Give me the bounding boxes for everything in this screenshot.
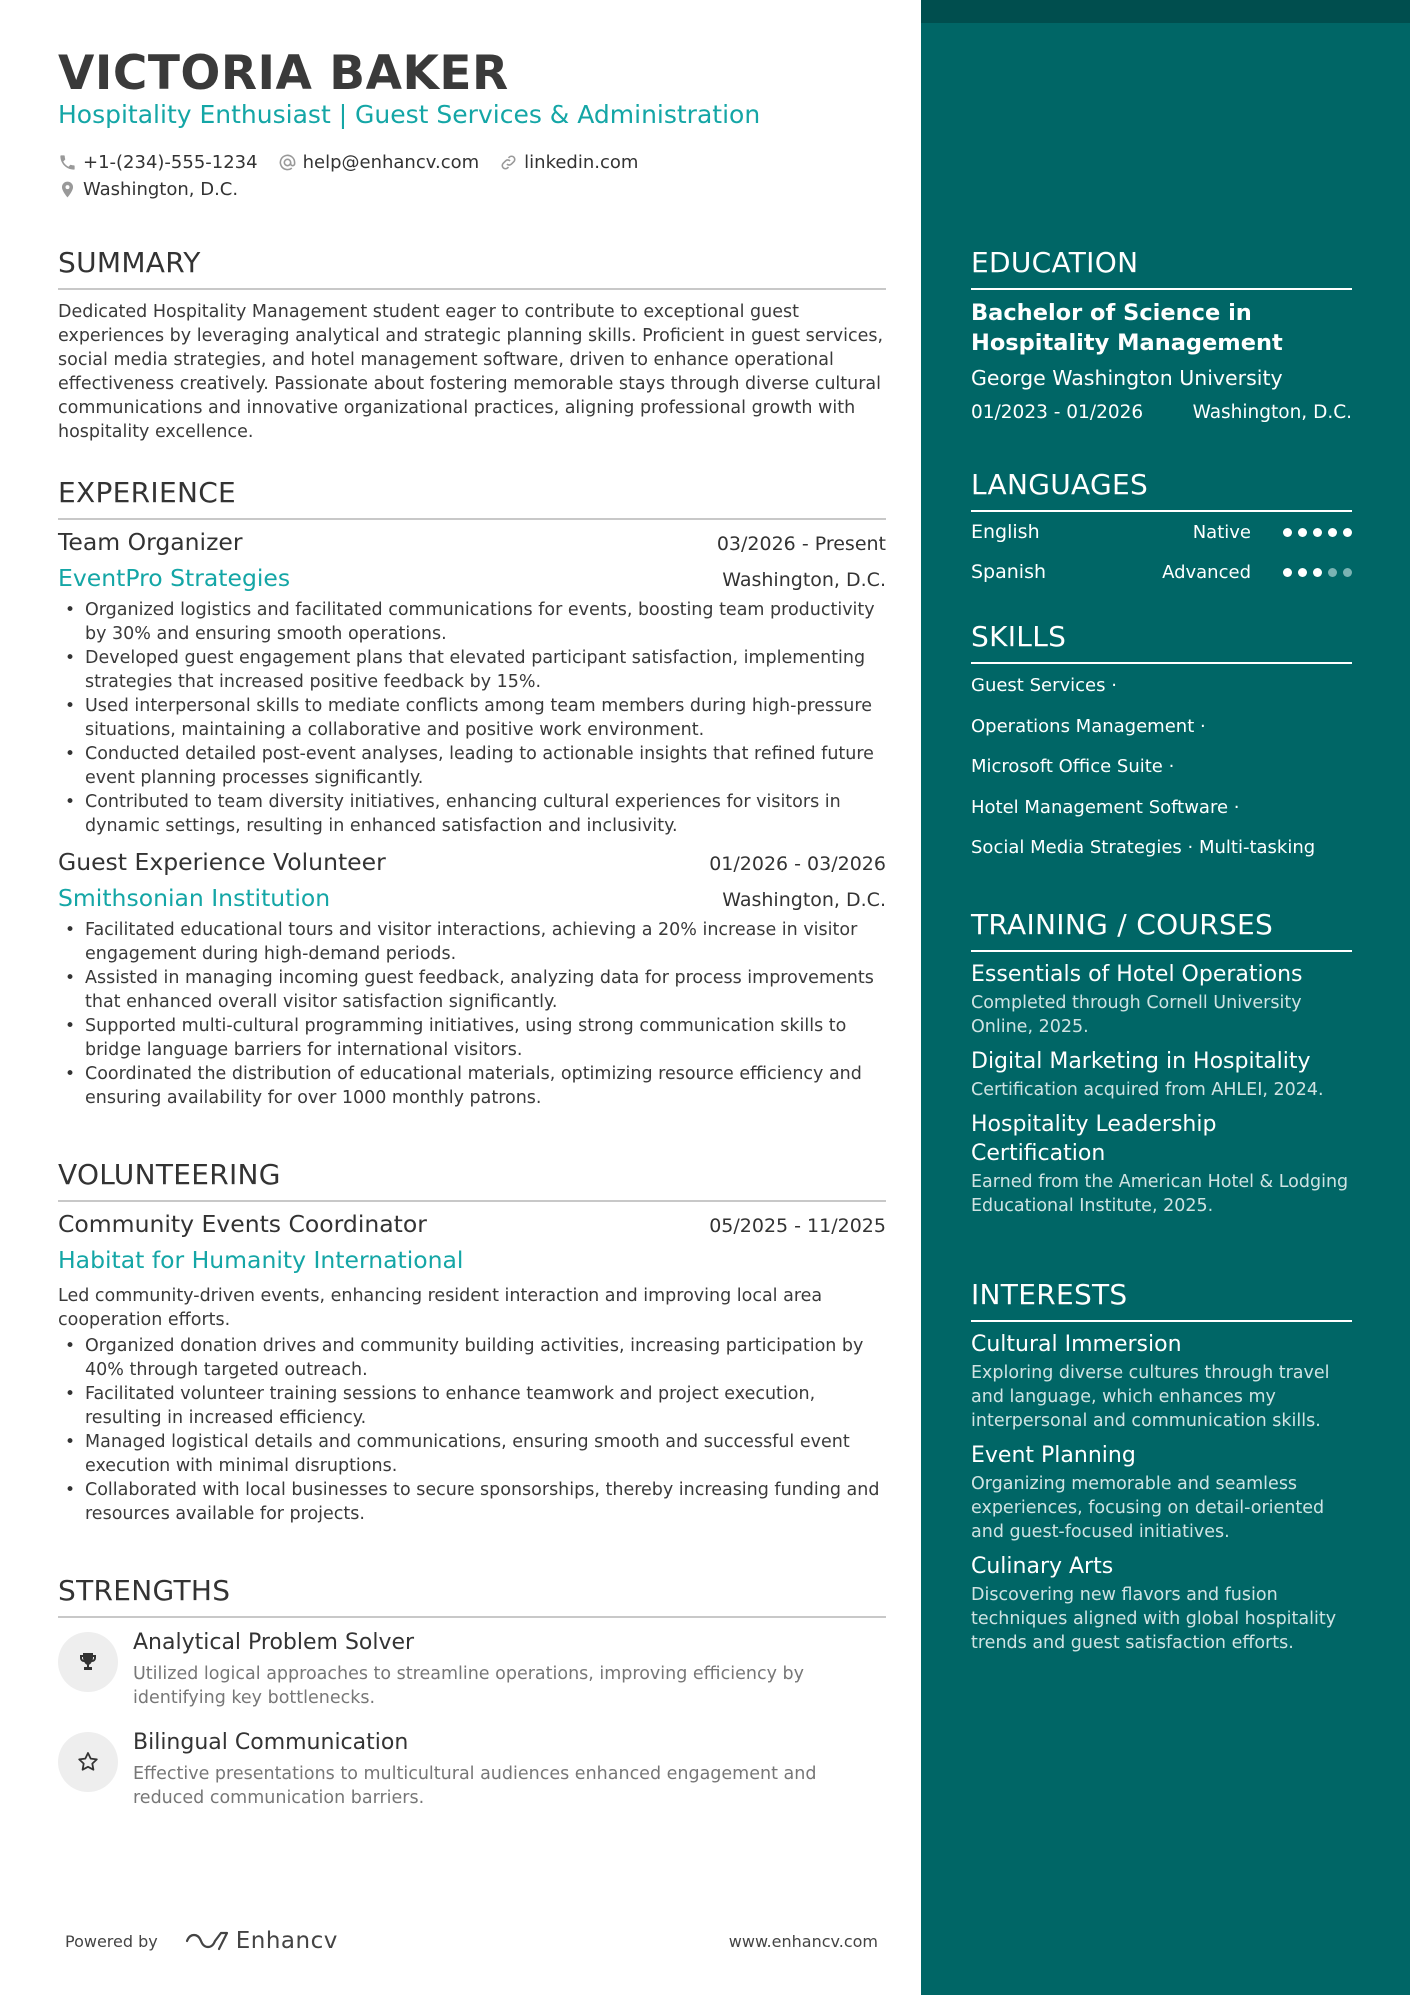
- job-date: 01/2026 - 03/2026: [709, 853, 886, 875]
- location: [58, 179, 238, 200]
- phone[interactable]: [58, 152, 258, 173]
- strength-desc: Effective presentations to multicultural audiences enhanced engagement and reduced communication barriers.: [133, 1764, 817, 1808]
- course-item: [971, 960, 1352, 1039]
- headline: Hospitality Enthusiast | Guest Services & Administration: [58, 100, 761, 129]
- summary-text: Dedicated Hospitality Management student eager to contribute to exceptional guest experiences by leveraging analytical and strategic planning skills. Proficient in guest services, social media strategies, and hotel management software, driven to enhance operational effectiveness creatively. Passionate about fostering memorable stays through diverse cultural communications and innovative organizational practices, aligning professional growth with hospitality excellence.: [58, 302, 884, 442]
- interest-title: Event Planning: [971, 1443, 1136, 1468]
- job-company: EventPro Strategies: [58, 564, 291, 592]
- language-level: Native: [1192, 521, 1251, 543]
- brand-logo[interactable]: [184, 1928, 338, 1954]
- linkedin-text: linkedin.com: [524, 152, 639, 173]
- skills-section: [971, 620, 1352, 869]
- email[interactable]: [278, 152, 480, 173]
- list-item: • Facilitated volunteer training sessions to enhance teamwork and project execution, resulting in increased efficiency.: [58, 1382, 886, 1430]
- strengths-section: [58, 1574, 886, 1810]
- email-text: help@enhancv.com: [302, 152, 480, 173]
- volunteer-role: Community Events Coordinator: [58, 1210, 427, 1238]
- language-row: [971, 512, 1352, 552]
- list-item: • Developed guest engagement plans that elevated participant satisfaction, implementing strategies that increased positive feedback by 15%.: [58, 646, 886, 694]
- interest-item: [971, 1552, 1352, 1655]
- interest-desc: Exploring diverse cultures through travel and language, which enhances my interpersonal and communication skills.: [971, 1363, 1330, 1431]
- skills-title: SKILLS: [971, 620, 1352, 664]
- interests-title: INTERESTS: [971, 1278, 1352, 1322]
- list-item: • Coordinated the distribution of educational materials, optimizing resource efficiency and ensuring availability for over 1000 monthly patrons.: [58, 1062, 886, 1110]
- job-bullets: [58, 598, 886, 838]
- linkedin[interactable]: [499, 152, 638, 173]
- course-desc: Earned from the American Hotel & Lodging Educational Institute, 2025.: [971, 1172, 1349, 1216]
- volunteering-title: VOLUNTEERING: [58, 1158, 886, 1202]
- interest-title: Cultural Immersion: [971, 1332, 1182, 1357]
- volunteer-date: 05/2025 - 11/2025: [709, 1215, 886, 1237]
- strength-title: Bilingual Communication: [133, 1730, 409, 1755]
- languages-section: [971, 468, 1352, 592]
- list-item: • Used interpersonal skills to mediate conflicts among team members during high-pressure situations, maintaining a collaborative and positive work environment.: [58, 694, 886, 742]
- summary-title: SUMMARY: [58, 246, 886, 290]
- phone-text: +1-(234)-555-1234: [83, 152, 258, 173]
- education-location: Washington, D.C.: [1192, 402, 1352, 423]
- list-item: • Conducted detailed post-event analyses, leading to actionable insights that refined future event planning processes significantly.: [58, 742, 886, 790]
- phone-icon: [58, 153, 77, 172]
- experience-section: [58, 476, 886, 1110]
- skill-item: Hotel Management Software ·: [971, 796, 1240, 818]
- list-item: • Organized logistics and facilitated communications for events, boosting team productivity by 30% and ensuring smooth operations.: [58, 598, 886, 646]
- volunteer-org: Habitat for Humanity International: [58, 1246, 464, 1274]
- language-rating: [1277, 528, 1352, 537]
- education-school: George Washington University: [971, 366, 1283, 390]
- strengths-title: STRENGTHS: [58, 1574, 886, 1618]
- strength-item: [58, 1728, 886, 1810]
- star-icon: [58, 1732, 118, 1792]
- interest-desc: Discovering new flavors and fusion techniques aligned with global hospitality trends and guest satisfaction efforts.: [971, 1585, 1337, 1653]
- list-item: • Facilitated educational tours and visitor interactions, achieving a 20% increase in visitor engagement during high-demand periods.: [58, 918, 886, 966]
- strength-desc: Utilized logical approaches to streamline operations, improving efficiency by identifying key bottlenecks.: [133, 1664, 804, 1708]
- course-desc: Completed through Cornell University Online, 2025.: [971, 993, 1302, 1037]
- experience-title: EXPERIENCE: [58, 476, 886, 520]
- powered-by-label: Powered by: [65, 1931, 158, 1951]
- skill-item: Guest Services ·: [971, 675, 1117, 696]
- location-pin-icon: [58, 180, 77, 199]
- at-icon: [278, 153, 297, 172]
- job-location: Washington, D.C.: [722, 889, 886, 911]
- language-rating: [1277, 568, 1352, 577]
- job-date: 03/2026 - Present: [716, 533, 886, 555]
- job-bullets: [58, 918, 886, 1110]
- strength-item: [58, 1628, 886, 1710]
- list-item: • Organized donation drives and community building activities, increasing participation by 40% through targeted outreach.: [58, 1334, 886, 1382]
- footer: [65, 1928, 878, 1954]
- course-title: Hospitality Leadership Certification: [971, 1112, 1217, 1166]
- skill-item: Microsoft Office Suite ·: [971, 756, 1175, 777]
- candidate-name: VICTORIA BAKER: [58, 46, 509, 101]
- strength-title: Analytical Problem Solver: [133, 1630, 415, 1655]
- summary-section: [58, 246, 886, 444]
- training-section: [971, 908, 1352, 1218]
- language-name: English: [971, 521, 1040, 543]
- course-item: [971, 1110, 1352, 1218]
- job-entry: [58, 528, 886, 838]
- language-name: Spanish: [971, 561, 1047, 583]
- trophy-icon: [58, 1632, 118, 1692]
- list-item: • Contributed to team diversity initiatives, enhancing cultural experiences for visitors in dynamic settings, resulting in enhanced satisfaction and inclusivity.: [58, 790, 886, 838]
- course-title: Digital Marketing in Hospitality: [971, 1049, 1311, 1074]
- sidebar-top-bar: [921, 0, 1410, 23]
- skill-item: Social Media Strategies · Multi-tasking: [971, 837, 1316, 858]
- interests-section: [971, 1278, 1352, 1655]
- education-dates: 01/2023 - 01/2026: [971, 402, 1144, 423]
- volunteer-description: Led community-driven events, enhancing resident interaction and improving local area cooperation efforts.: [58, 1286, 823, 1330]
- job-entry: [58, 848, 886, 1110]
- interest-item: [971, 1330, 1352, 1433]
- language-level: Advanced: [1162, 561, 1251, 583]
- brand-name: Enhancv: [235, 1928, 338, 1954]
- education-degree: Bachelor of Science in Hospitality Management: [971, 300, 1283, 356]
- skill-item: Operations Management ·: [971, 715, 1206, 737]
- education-section: [971, 246, 1352, 423]
- interest-item: [971, 1441, 1352, 1544]
- training-title: TRAINING / COURSES: [971, 908, 1352, 952]
- interest-desc: Organizing memorable and seamless experiences, focusing on detail-oriented and guest-focused initiatives.: [971, 1474, 1325, 1542]
- link-icon: [499, 153, 518, 172]
- footer-url[interactable]: www.enhancv.com: [728, 1931, 878, 1951]
- volunteering-section: [58, 1158, 886, 1526]
- job-location: Washington, D.C.: [722, 569, 886, 591]
- volunteer-bullets: [58, 1334, 886, 1526]
- job-company: Smithsonian Institution: [58, 884, 331, 912]
- education-title: EDUCATION: [971, 246, 1352, 290]
- list-item: • Supported multi-cultural programming initiatives, using strong communication skills to bridge language barriers for international visitors.: [58, 1014, 886, 1062]
- interest-title: Culinary Arts: [971, 1554, 1114, 1579]
- list-item: • Assisted in managing incoming guest feedback, analyzing data for process improvements that enhanced overall visitor satisfaction significantly.: [58, 966, 886, 1014]
- job-title: Guest Experience Volunteer: [58, 848, 386, 876]
- job-title: Team Organizer: [58, 528, 243, 556]
- location-text: Washington, D.C.: [83, 179, 239, 200]
- list-item: • Collaborated with local businesses to secure sponsorships, thereby increasing funding and resources available for projects.: [58, 1478, 886, 1526]
- contact-info: [58, 149, 658, 203]
- course-item: [971, 1047, 1352, 1102]
- languages-title: LANGUAGES: [971, 468, 1352, 512]
- list-item: • Managed logistical details and communications, ensuring smooth and successful event execution with minimal disruptions.: [58, 1430, 886, 1478]
- course-desc: Certification acquired from AHLEI, 2024.: [971, 1080, 1324, 1100]
- language-row: [971, 552, 1352, 592]
- sidebar: [921, 0, 1410, 1995]
- enhancv-logo-icon: [184, 1929, 230, 1953]
- course-title: Essentials of Hotel Operations: [971, 962, 1303, 987]
